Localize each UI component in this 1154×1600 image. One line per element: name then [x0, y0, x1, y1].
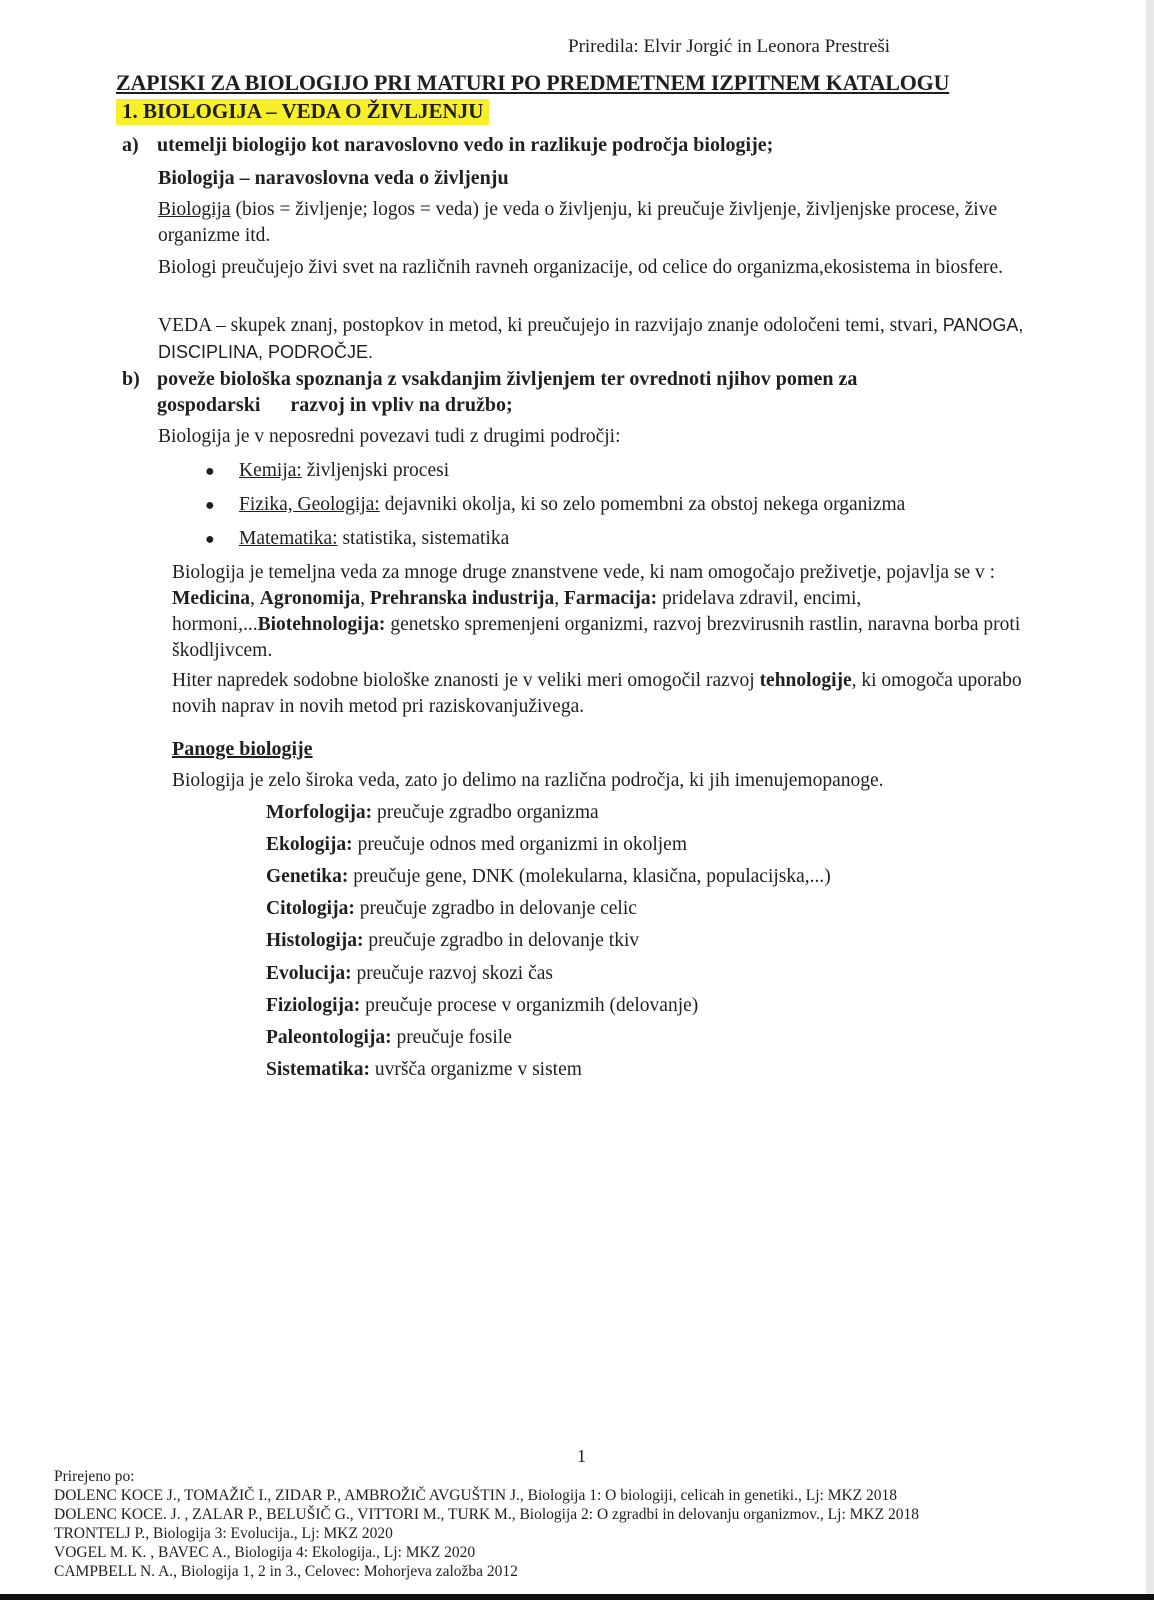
objective-b	[122, 368, 857, 391]
page-edge-shadow	[1146, 0, 1154, 1600]
paragraph-biology-definition	[158, 197, 1058, 249]
connections-intro: Biologija je v neposredni povezavi tudi z drugimi področji:	[158, 426, 621, 447]
panoge-heading: Panoge biologije	[172, 738, 313, 760]
branch-text: uvršča organizme v sistem	[370, 1059, 582, 1080]
field-prehranska: Prehranska industrija	[369, 588, 555, 609]
applied-intro: Biologija je temeljna veda za mnoge druge znanstvene vede, ki nam omogočajo preživetje, pojavlja se v :	[172, 562, 996, 583]
branch-item	[266, 834, 687, 856]
biotehnologija-text: genetsko spremenjeni organizmi, razvoj brezvirusnih rastlin, naravna borba proti škodljivcem.	[172, 614, 1021, 661]
paragraph-technology	[172, 668, 1052, 720]
technology-text-c: , ki omogoča uporabo novih naprav in novih metod pri raziskovanjuživega.	[172, 670, 1022, 717]
branch-item	[266, 802, 599, 824]
reference-item: DOLENC KOCE J., TOMAŽIČ I., ZIDAR P., AMBROŽIČ AVGUŠTIN J., Biologija 1: O biologiji, celicah in genetiki., Lj: MKZ 2018	[54, 1487, 898, 1504]
branch-term: Evolucija:	[266, 963, 352, 984]
veda-text: VEDA – skupek znanj, postopkov in metod, ki preučujejo in razvijajo znanje odoločeni temi, stvari,	[158, 315, 943, 336]
bullet-item	[205, 528, 509, 550]
branch-item	[266, 1027, 512, 1049]
subheading-biology: Biologija – naravoslovna veda o življenju	[158, 167, 509, 189]
branch-item	[266, 1059, 582, 1081]
branch-term: Ekologija:	[266, 834, 353, 855]
objective-b-line2: gospodarski razvoj in vpliv na družbo;	[157, 394, 513, 416]
bullet-item	[205, 460, 449, 482]
bullet-text: statistika, sistematika	[337, 528, 510, 549]
bullet-text: dejavniki okolja, ki so zelo pomembni za obstoj nekega organizma	[379, 494, 906, 515]
bullet-term: Matematika:	[239, 528, 338, 549]
branch-text: preučuje fosile	[391, 1027, 512, 1048]
branch-text: preučuje procese v organizmih (delovanje)	[360, 995, 699, 1016]
branch-term: Morfologija:	[266, 802, 373, 823]
objective-a-letter: a)	[122, 134, 139, 156]
document-title: ZAPISKI ZA BIOLOGIJO PRI MATURI PO PREDMETNEM IZPITNEM KATALOGU	[116, 70, 950, 95]
branch-item	[266, 995, 698, 1017]
branch-text: preučuje razvoj skozi čas	[351, 963, 554, 984]
field-medicina: Medicina	[172, 588, 250, 609]
bullet-term: Fizika, Geologija:	[239, 494, 380, 515]
field-biotehnologija: Biotehnologija:	[257, 614, 386, 635]
branch-term: Histologija:	[266, 930, 364, 951]
paragraph-veda	[158, 312, 1058, 366]
branch-item	[266, 898, 637, 920]
branch-text: preučuje zgradbo in delovanje celic	[354, 898, 637, 919]
objective-b-line1: poveže biološka spoznanja z vsakdanjim življenjem ter ovrednoti njihov pomen za	[157, 368, 858, 390]
reference-item: VOGEL M. K. , BAVEC A., Biologija 4: Ekologija., Lj: MKZ 2020	[54, 1544, 476, 1561]
objective-a	[122, 134, 773, 157]
references-label: Prirejeno po:	[54, 1468, 135, 1485]
paragraph-levels: Biologi preučujejo živi svet na različnih ravneh organizacije, od celice do organizma,ekosistema in biosfere.	[158, 257, 1004, 278]
branch-term: Citologija:	[266, 898, 355, 919]
branch-term: Fiziologija:	[266, 995, 361, 1016]
branch-term: Sistematika:	[266, 1059, 370, 1080]
bullet-term: Kemija:	[239, 460, 302, 481]
branch-text: preučuje gene, DNK (molekularna, klasična, populacijska,...)	[348, 866, 831, 887]
term-biologija: Biologija	[158, 199, 231, 220]
reference-item: DOLENC KOCE. J. , ZALAR P., BELUŠIČ G., VITTORI M., TURK M., Biologija 2: O zgradbi in delovanju organizmov., Lj: MKZ 2018	[54, 1506, 919, 1523]
farmacija-text: pridelava zdravil, encimi, hormoni,...	[172, 588, 862, 635]
paragraph-applied-sciences: Biologija je temeljna veda za mnoge druge znanstvene vede, ki nam omogočajo preživetje, pojavlja se v : Medicina, Agronomija, Prehranska industrija, Farmacija: pridelava zdravil, encimi, hormoni,...Biotehnologija: genetsko spremenjeni organizmi, razvoj brezvirusnih rastlin, naravna borba proti škodljivcem.	[172, 562, 1021, 661]
bullet-dot: ●	[205, 463, 215, 480]
bullet-dot: ●	[205, 497, 215, 514]
bottom-border	[0, 1594, 1154, 1600]
definition-text: (bios = življenje; logos = veda) je veda o življenju, ki preučuje življenje, življenjske procese, žive organizme itd.	[158, 199, 998, 246]
reference-item: CAMPBELL N. A., Biologija 1, 2 in 3., Celovec: Mohorjeva založba 2012	[54, 1563, 518, 1580]
objective-a-text: utemelji biologijo kot naravoslovno vedo in razlikuje področja biologije;	[157, 134, 774, 156]
field-agronomija: Agronomija	[259, 588, 361, 609]
author-line: Priredila: Elvir Jorgić in Leonora Prestreši	[568, 36, 891, 57]
branch-term: Paleontologija:	[266, 1027, 392, 1048]
branch-item	[266, 866, 831, 888]
technology-bold: tehnologije	[759, 670, 852, 691]
field-farmacija: Farmacija:	[564, 588, 658, 609]
section-heading: 1. BIOLOGIJA – VEDA O ŽIVLJENJU	[116, 99, 489, 125]
branch-item	[266, 930, 639, 952]
page-number: 1	[577, 1446, 586, 1466]
branch-text: preučuje odnos med organizmi in okoljem	[352, 834, 688, 855]
technology-text-a: Hiter napredek sodobne biološke znanosti je v veliki meri omogočil razvoj	[172, 670, 760, 691]
objective-b-letter: b)	[122, 368, 140, 390]
reference-item: TRONTELJ P., Biologija 3: Evolucija., Lj: MKZ 2020	[54, 1525, 393, 1542]
veda-caps: PANOGA, DISCIPLINA, PODROČJE.	[158, 315, 1024, 362]
branch-item	[266, 963, 553, 985]
branch-text: preučuje zgradbo organizma	[372, 802, 599, 823]
bullet-text: življenjski procesi	[301, 460, 450, 481]
panoge-intro: Biologija je zelo široka veda, zato jo delimo na različna področja, ki jih imenujemopanoge.	[172, 770, 884, 791]
bullet-dot: ●	[205, 531, 215, 548]
branch-text: preučuje zgradbo in delovanje tkiv	[363, 930, 640, 951]
bullet-item	[205, 494, 905, 516]
branch-term: Genetika:	[266, 866, 349, 887]
references	[54, 1467, 919, 1581]
